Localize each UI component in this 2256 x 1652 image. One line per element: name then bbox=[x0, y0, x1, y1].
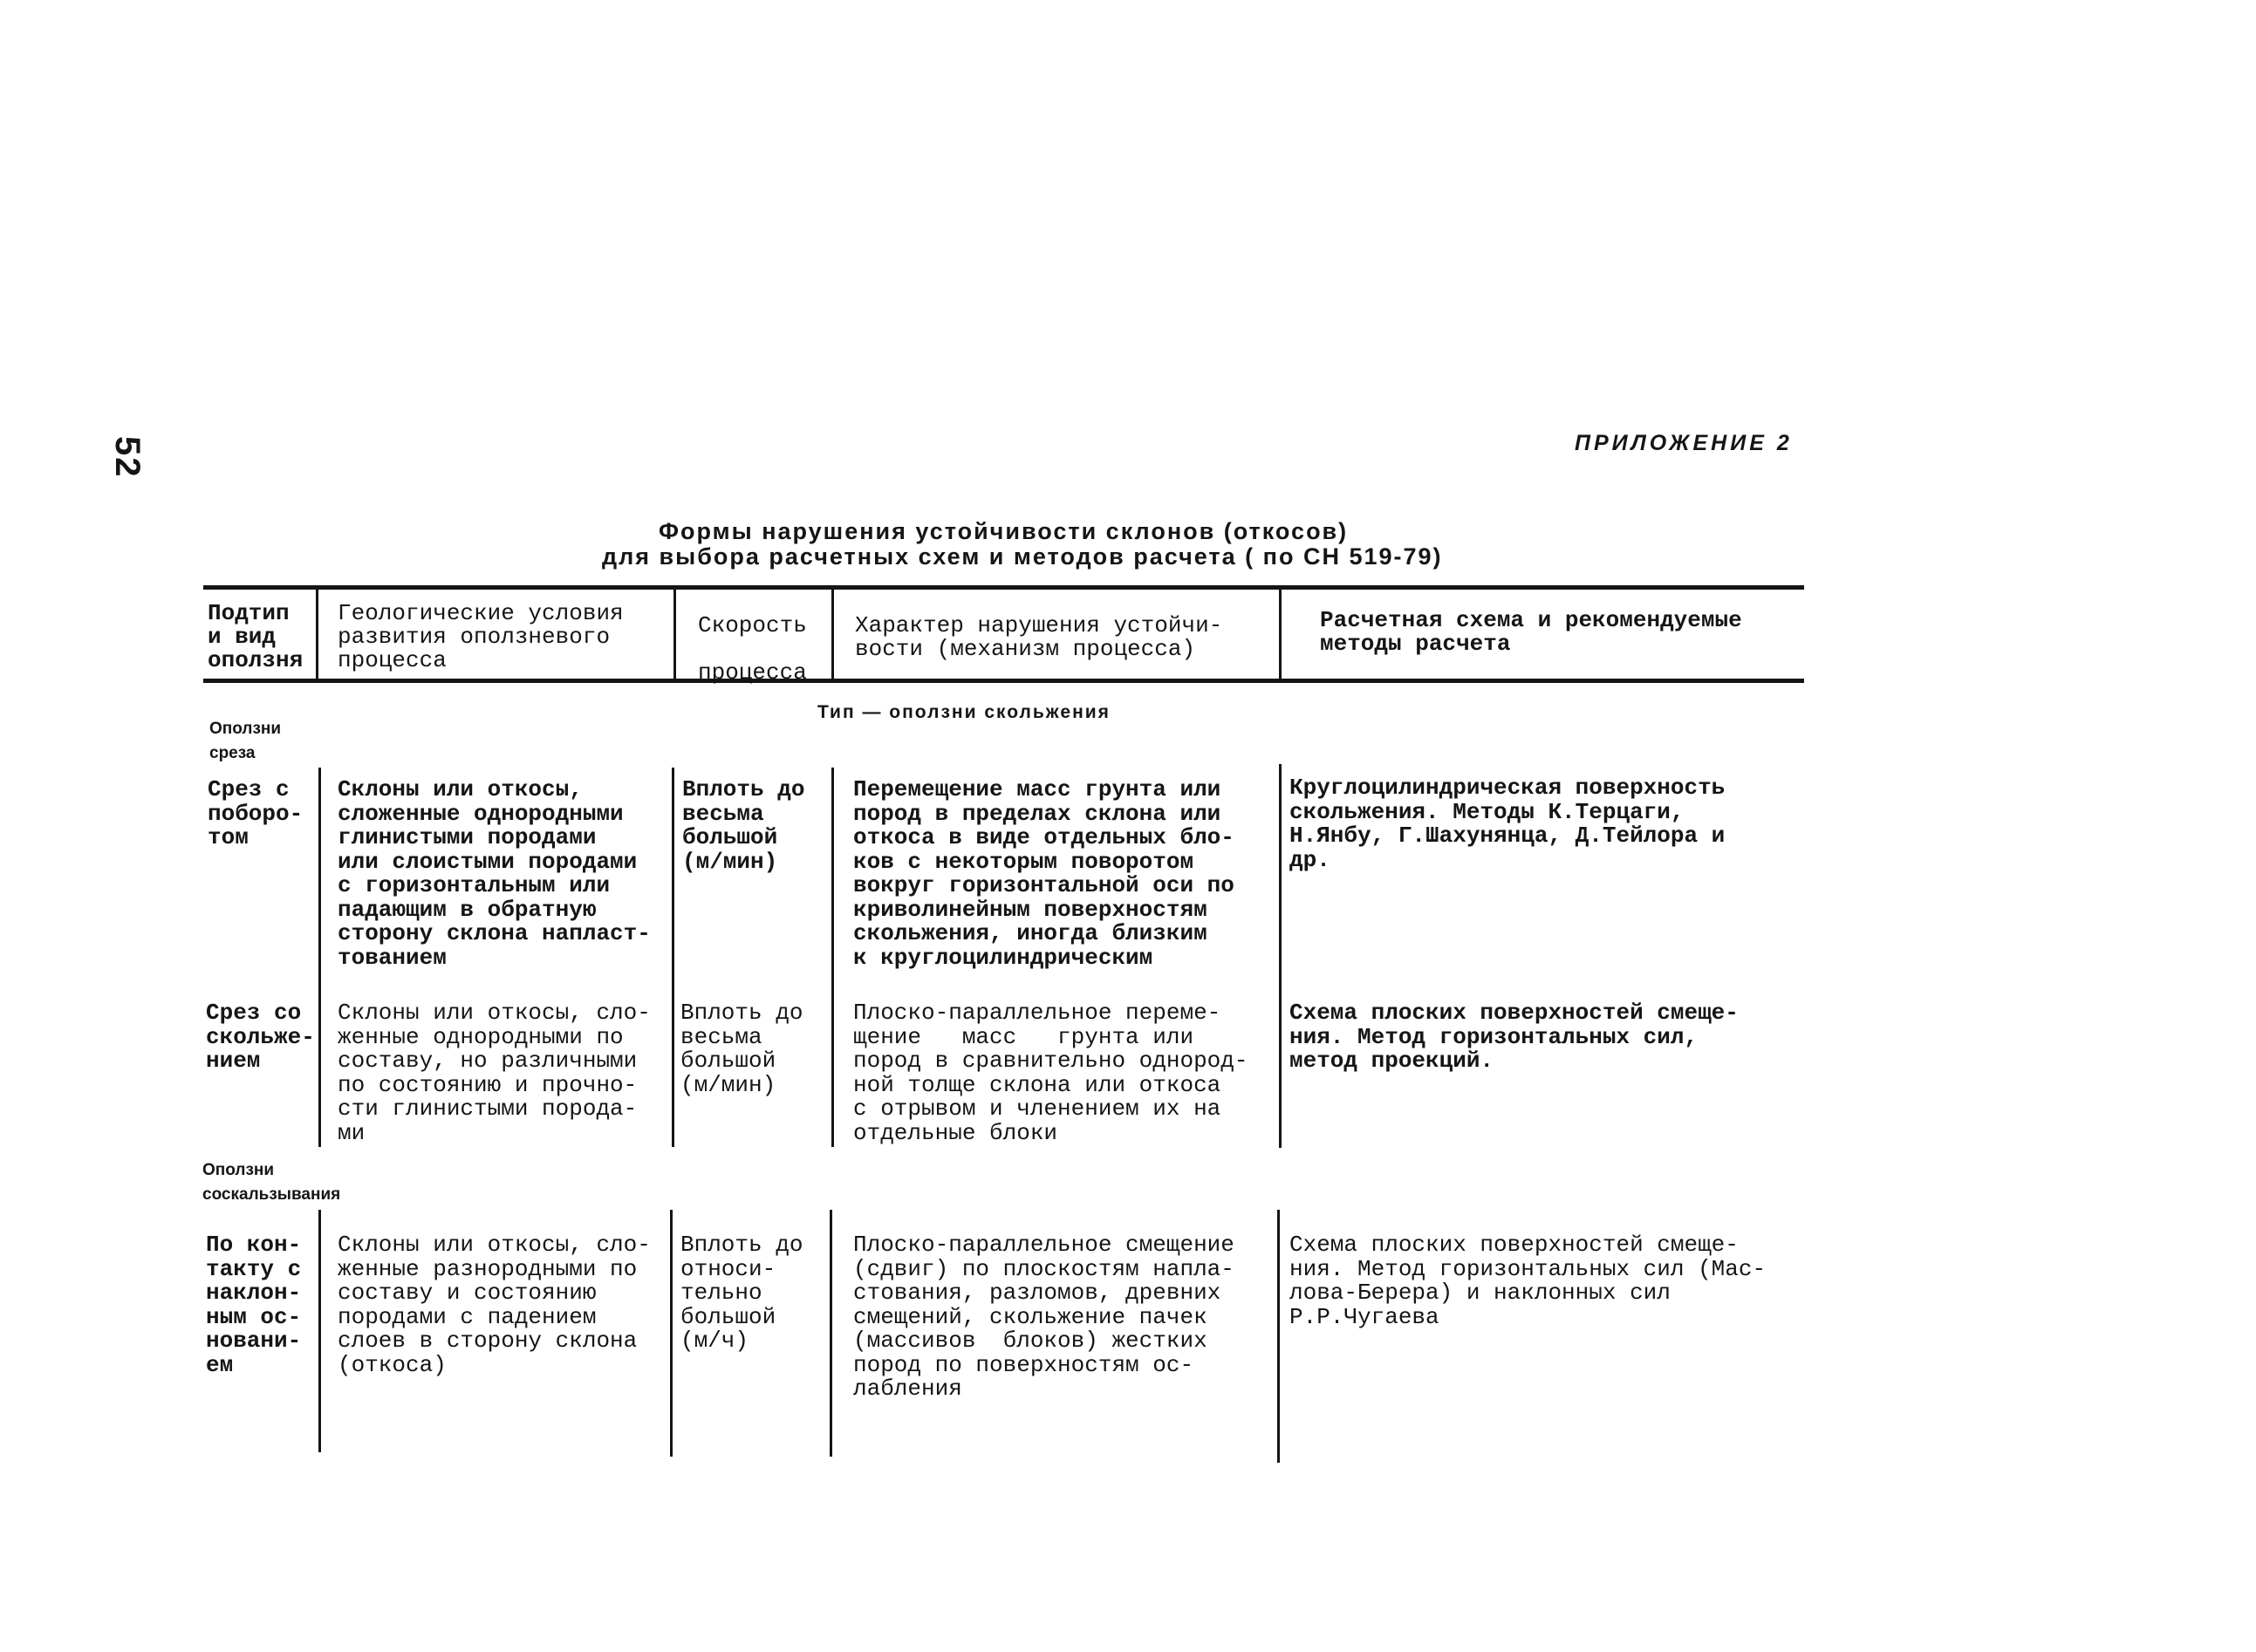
header-method: Расчетная схема и рекомендуемые методы расчета bbox=[1320, 607, 1742, 657]
header-subtype: Подтип и вид оползня bbox=[208, 600, 304, 673]
row1-character: Перемещение масс грунта или пород в пределах склона или откоса в виде отдельных бло- ков с некоторым поворотом вокруг горизонтальной оси по криволинейным поверхностям скольжения, иногда близким к круглоцилиндрическим bbox=[853, 776, 1234, 971]
row2-method: Схема плоских поверхностей смеще- ния. Метод горизонтальных сил, метод проекций. bbox=[1289, 1000, 1739, 1074]
table-title-line1: Формы нарушения устойчивости склонов (откосов) bbox=[659, 518, 1349, 544]
header-top-rule bbox=[203, 585, 1804, 590]
header-speed: Скорость процесса bbox=[698, 612, 807, 686]
body-col-divider-2b bbox=[670, 1210, 673, 1457]
appendix-label: ПРИЛОЖЕНИЕ 2 bbox=[1575, 431, 1793, 455]
row3-method: Схема плоских поверхностей смеще- ния. Метод горизонтальных сил (Мас- лова-Берера) и наклонных сил Р.Р.Чугаева bbox=[1289, 1232, 1767, 1330]
body-col-divider-2a bbox=[672, 768, 674, 1147]
group-label-cut: Оползни среза bbox=[209, 720, 282, 762]
row3-speed: Вплоть до относи- тельно большой (м/ч) bbox=[680, 1232, 803, 1354]
header-col-divider-2 bbox=[673, 589, 676, 680]
header-col-divider-1 bbox=[316, 589, 318, 680]
row3-character: Плоско-параллельное смещение (сдвиг) по плоскостям напла- стования, разломов, древних смещений, скольжение пачек (массивов блоков) жестких пород по поверхностям ос- лабления bbox=[853, 1232, 1234, 1402]
body-col-divider-3a bbox=[831, 768, 834, 1147]
header-bottom-rule bbox=[203, 679, 1804, 683]
table-title-line2: для выбора расчетных схем и методов расчета ( по СН 519-79) bbox=[602, 543, 1443, 570]
header-conditions: Геологические условия развития оползневого процесса bbox=[338, 600, 624, 673]
row3-conditions: Склоны или откосы, сло- женные разнородными по составу и состоянию породами с падением слоев в сторону склона (откоса) bbox=[338, 1232, 651, 1378]
type-label: Тип — оползни скольжения bbox=[817, 702, 1111, 722]
row2-speed: Вплоть до весьма большой (м/мин) bbox=[680, 1000, 803, 1098]
row2-character: Плоско-параллельное переме- щение масс грунта или пород в сравнительно однород- ной толще склона или откоса с отрывом и членением их на отдельные блоки bbox=[853, 1000, 1248, 1146]
body-col-divider-3b bbox=[830, 1210, 832, 1457]
row1-method: Круглоцилиндрическая поверхность скольжения. Методы К.Терцаги, Н.Янбу, Г.Шахунянца, Д.Тейлора и др. bbox=[1289, 775, 1726, 873]
body-col-divider-4a bbox=[1279, 764, 1282, 1148]
row2-conditions: Склоны или откосы, сло- женные однородными по составу, но различными по состоянию и прочно- сти глинистыми порода- ми bbox=[338, 1000, 651, 1146]
page-number: 52 bbox=[108, 436, 147, 479]
row3-subtype: По кон- такту с наклон- ным ос- новани- ем bbox=[206, 1232, 302, 1378]
body-col-divider-1a bbox=[318, 768, 321, 1147]
header-col-divider-4 bbox=[1279, 589, 1282, 680]
row2-subtype: Срез со скольже- нием bbox=[206, 1000, 315, 1074]
header-col-divider-3 bbox=[831, 589, 834, 680]
row1-speed: Вплоть до весьма большой (м/мин) bbox=[682, 776, 805, 875]
group-label-slide: Оползни соскальзывания bbox=[202, 1161, 341, 1204]
header-character: Характер нарушения устойчи- вости (механизм процесса) bbox=[855, 612, 1223, 662]
row1-conditions: Склоны или откосы, сложенные однородными глинистыми породами или слоистыми породами с горизонтальным или падающим в обратную сторону склона напласт- тованием bbox=[338, 776, 651, 971]
body-col-divider-1b bbox=[318, 1210, 321, 1452]
row1-subtype: Срез с поборо- том bbox=[208, 776, 304, 850]
body-col-divider-4b bbox=[1277, 1210, 1280, 1463]
